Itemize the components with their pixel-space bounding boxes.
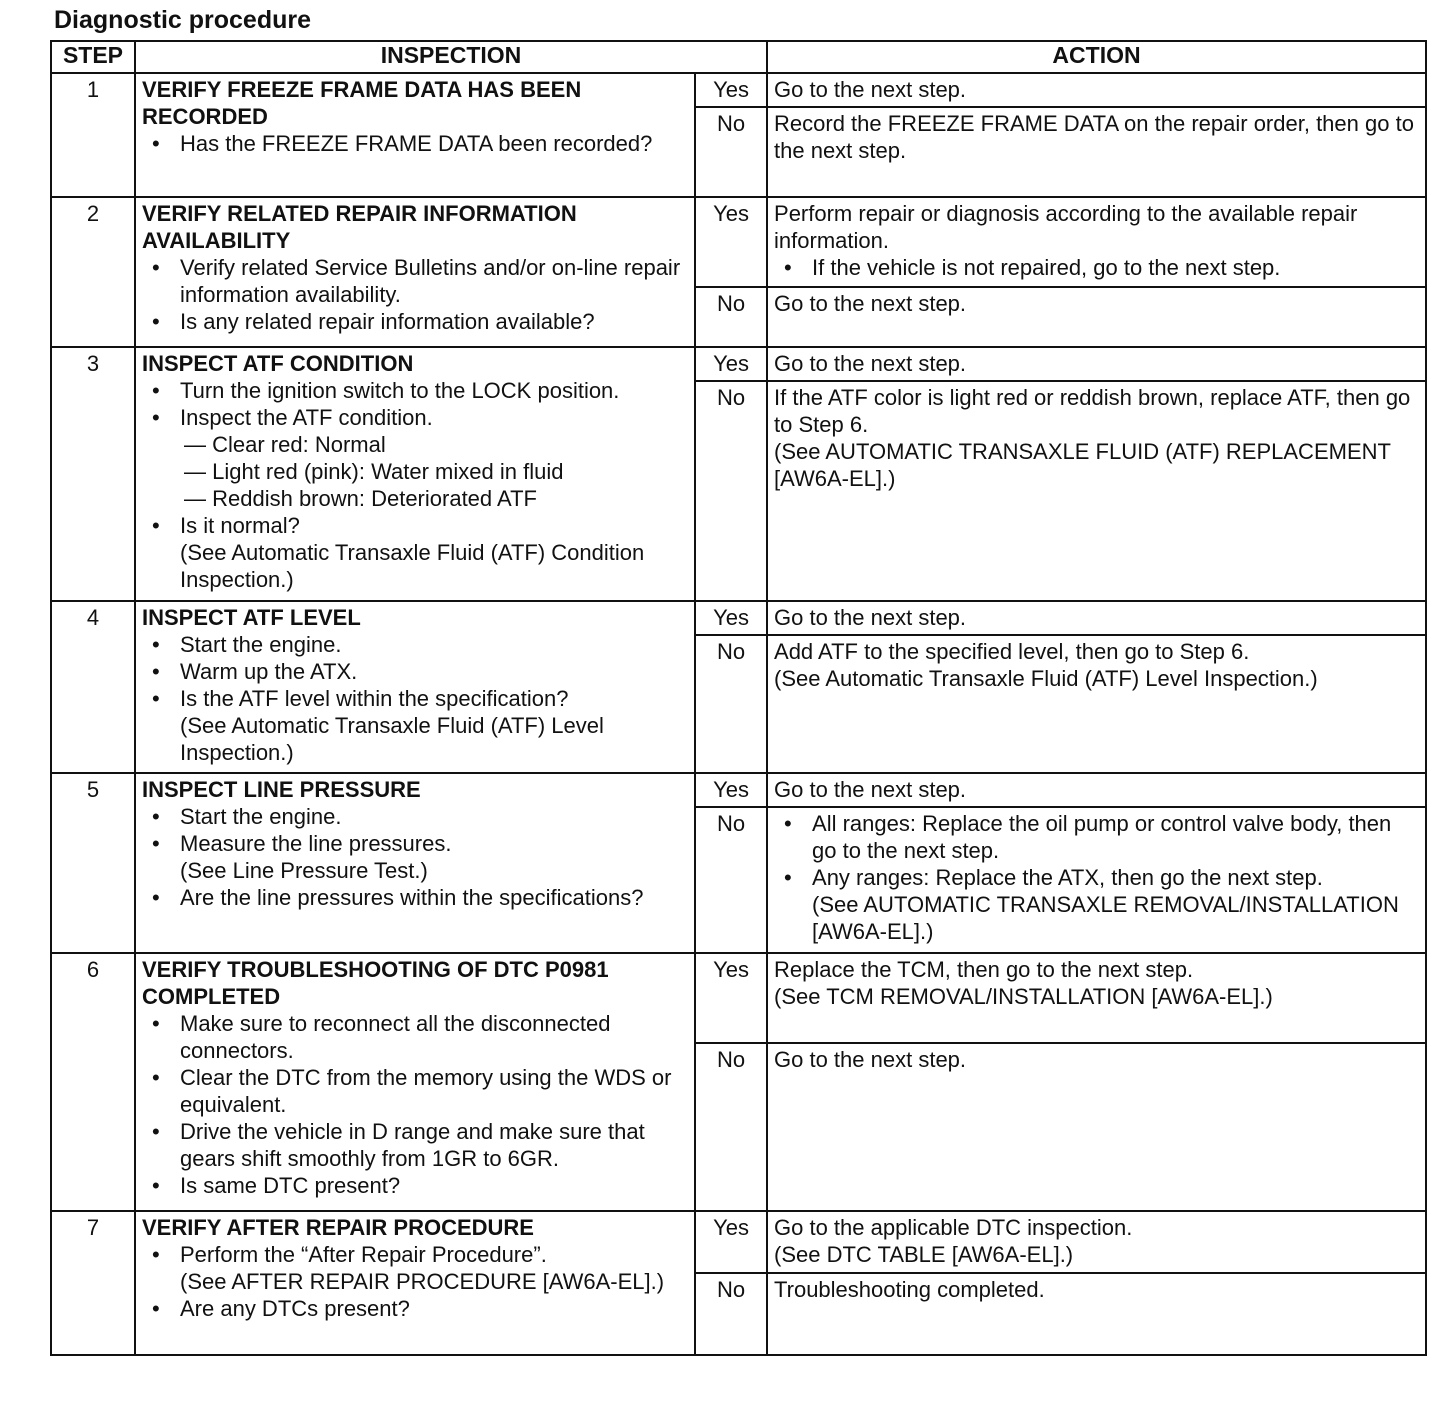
- line-list: [142, 130, 688, 157]
- no-action: [767, 1043, 1426, 1211]
- line-list: [774, 638, 1419, 692]
- text-line: (See TCM REMOVAL/INSTALLATION [AW6A-EL].): [774, 984, 1273, 1009]
- bullet-item: • Drive the vehicle in D range and make sure that gears shift smoothly from 1GR to 6GR.: [142, 1118, 688, 1172]
- no-action: [767, 381, 1426, 601]
- bullet-item: • Are any DTCs present?: [142, 1295, 688, 1322]
- line-list: [142, 1241, 688, 1322]
- text-line: (See Automatic Transaxle Fluid (ATF) Level Inspection.): [180, 713, 604, 765]
- bullet-item: • Clear the DTC from the memory using the WDS or equivalent.: [142, 1064, 688, 1118]
- yes-label: Yes: [695, 347, 767, 381]
- bullet-item: • Is it normal?: [142, 512, 688, 539]
- bullet-item: • Has the FREEZE FRAME DATA been recorded?: [142, 130, 688, 157]
- step-number: 4: [51, 601, 135, 773]
- inspection-cell: [135, 953, 695, 1211]
- text-line: Go to the next step.: [774, 351, 967, 376]
- table-row: [51, 1211, 1426, 1273]
- yes-label: Yes: [695, 601, 767, 635]
- text-line: Troubleshooting completed.: [774, 1277, 1045, 1302]
- line-list: [142, 254, 688, 335]
- yes-action: [767, 73, 1426, 107]
- bullet-item: • Start the engine.: [142, 803, 688, 830]
- text-line: (See AUTOMATIC TRANSAXLE REMOVAL/INSTALLATION [AW6A-EL].): [812, 892, 1399, 944]
- bullet-item: • Verify related Service Bulletins and/or on-line repair information availability.: [142, 254, 688, 308]
- text-line: Go to the next step.: [774, 291, 967, 316]
- bullet-item: • Any ranges: Replace the ATX, then go the next step.: [774, 864, 1419, 891]
- no-action: [767, 107, 1426, 197]
- line-list: [774, 1046, 1419, 1073]
- no-action: [767, 1273, 1426, 1355]
- no-action: [767, 287, 1426, 347]
- line-list: [774, 810, 1419, 945]
- inspection-cell: [135, 1211, 695, 1355]
- line-list: [142, 377, 688, 593]
- text-line: (See Line Pressure Test.): [180, 858, 428, 883]
- no-label: No: [695, 635, 767, 773]
- text-line: (See Automatic Transaxle Fluid (ATF) Level Inspection.): [774, 666, 1318, 691]
- yes-action: [767, 773, 1426, 807]
- no-label: No: [695, 807, 767, 953]
- yes-action: [767, 601, 1426, 635]
- yes-label: Yes: [695, 73, 767, 107]
- header-step: STEP: [51, 41, 135, 73]
- table-row: [51, 73, 1426, 107]
- inspection-title: VERIFY RELATED REPAIR INFORMATION AVAILABILITY: [142, 201, 577, 253]
- yes-label: Yes: [695, 953, 767, 1043]
- diagnostic-table: [50, 40, 1427, 1356]
- text-line: If the ATF color is light red or reddish brown, replace ATF, then go to Step 6.: [774, 385, 1411, 437]
- inspection-title: VERIFY FREEZE FRAME DATA HAS BEEN RECORDED: [142, 77, 582, 129]
- bullet-item: • Inspect the ATF condition.: [142, 404, 688, 431]
- yes-label: Yes: [695, 197, 767, 287]
- no-label: No: [695, 287, 767, 347]
- line-list: [774, 200, 1419, 281]
- text-line: — Light red (pink): Water mixed in fluid: [184, 459, 564, 484]
- no-label: No: [695, 107, 767, 197]
- inspection-cell: [135, 197, 695, 347]
- no-label: No: [695, 381, 767, 601]
- step-number: 3: [51, 347, 135, 601]
- line-list: [774, 384, 1419, 492]
- inspection-title: INSPECT LINE PRESSURE: [142, 777, 421, 802]
- text-line: Replace the TCM, then go to the next step.: [774, 957, 1194, 982]
- table-row: [51, 773, 1426, 807]
- text-line: (See DTC TABLE [AW6A-EL].): [774, 1242, 1074, 1267]
- inspection-cell: [135, 347, 695, 601]
- line-list: [774, 604, 1419, 631]
- inspection-title: VERIFY AFTER REPAIR PROCEDURE: [142, 1215, 534, 1240]
- text-line: — Reddish brown: Deteriorated ATF: [184, 486, 537, 511]
- text-line: Add ATF to the specified level, then go to Step 6.: [774, 639, 1250, 664]
- yes-action: [767, 197, 1426, 287]
- bullet-item: • Turn the ignition switch to the LOCK position.: [142, 377, 688, 404]
- inspection-cell: [135, 601, 695, 773]
- bullet-item: • Perform the “After Repair Procedure”.: [142, 1241, 688, 1268]
- yes-action: [767, 1211, 1426, 1273]
- yes-label: Yes: [695, 773, 767, 807]
- step-number: 7: [51, 1211, 135, 1355]
- line-list: [142, 1010, 688, 1199]
- bullet-item: • Are the line pressures within the specifications?: [142, 884, 688, 911]
- inspection-title: VERIFY TROUBLESHOOTING OF DTC P0981 COMPLETED: [142, 957, 609, 1009]
- line-list: [774, 1214, 1419, 1268]
- line-list: [142, 803, 688, 911]
- bullet-item: • All ranges: Replace the oil pump or control valve body, then go to the next step.: [774, 810, 1419, 864]
- inspection-title: INSPECT ATF LEVEL: [142, 605, 361, 630]
- step-number: 5: [51, 773, 135, 953]
- step-number: 6: [51, 953, 135, 1211]
- text-line: Perform repair or diagnosis according to the available repair information.: [774, 201, 1358, 253]
- line-list: [774, 76, 1419, 103]
- line-list: [142, 631, 688, 766]
- table-row: [51, 347, 1426, 381]
- text-line: Go to the next step.: [774, 777, 967, 802]
- bullet-item: • If the vehicle is not repaired, go to the next step.: [774, 254, 1419, 281]
- no-label: No: [695, 1043, 767, 1211]
- line-list: [774, 956, 1419, 1010]
- header-inspection: INSPECTION: [135, 41, 767, 73]
- yes-action: [767, 347, 1426, 381]
- line-list: [774, 110, 1419, 164]
- header-action: ACTION: [767, 41, 1426, 73]
- bullet-item: • Measure the line pressures.: [142, 830, 688, 857]
- bullet-item: • Is same DTC present?: [142, 1172, 688, 1199]
- table-row: [51, 601, 1426, 635]
- no-label: No: [695, 1273, 767, 1355]
- bullet-item: • Start the engine.: [142, 631, 688, 658]
- inspection-cell: [135, 73, 695, 197]
- bullet-item: • Make sure to reconnect all the disconnected connectors.: [142, 1010, 688, 1064]
- table-row: [51, 197, 1426, 287]
- text-line: (See AUTOMATIC TRANSAXLE FLUID (ATF) REPLACEMENT [AW6A-EL].): [774, 439, 1391, 491]
- line-list: [774, 290, 1419, 317]
- text-line: (See AFTER REPAIR PROCEDURE [AW6A-EL].): [180, 1269, 665, 1294]
- table-body: [51, 73, 1426, 1355]
- text-line: (See Automatic Transaxle Fluid (ATF) Condition Inspection.): [180, 540, 645, 592]
- text-line: — Clear red: Normal: [184, 432, 386, 457]
- yes-label: Yes: [695, 1211, 767, 1273]
- text-line: Go to the applicable DTC inspection.: [774, 1215, 1133, 1240]
- text-line: Go to the next step.: [774, 77, 967, 102]
- bullet-item: • Warm up the ATX.: [142, 658, 688, 685]
- step-number: 2: [51, 197, 135, 347]
- inspection-title: INSPECT ATF CONDITION: [142, 351, 414, 376]
- table-row: [51, 953, 1426, 1043]
- line-list: [774, 776, 1419, 803]
- line-list: [774, 350, 1419, 377]
- text-line: Record the FREEZE FRAME DATA on the repair order, then go to the next step.: [774, 111, 1414, 163]
- no-action: [767, 635, 1426, 773]
- text-line: Go to the next step.: [774, 1047, 967, 1072]
- text-line: Go to the next step.: [774, 605, 967, 630]
- line-list: [774, 1276, 1419, 1303]
- page-title: Diagnostic procedure: [54, 6, 311, 34]
- inspection-cell: [135, 773, 695, 953]
- bullet-item: • Is any related repair information available?: [142, 308, 688, 335]
- bullet-item: • Is the ATF level within the specification?: [142, 685, 688, 712]
- header-row: [51, 41, 1426, 73]
- step-number: 1: [51, 73, 135, 197]
- yes-action: [767, 953, 1426, 1043]
- no-action: [767, 807, 1426, 953]
